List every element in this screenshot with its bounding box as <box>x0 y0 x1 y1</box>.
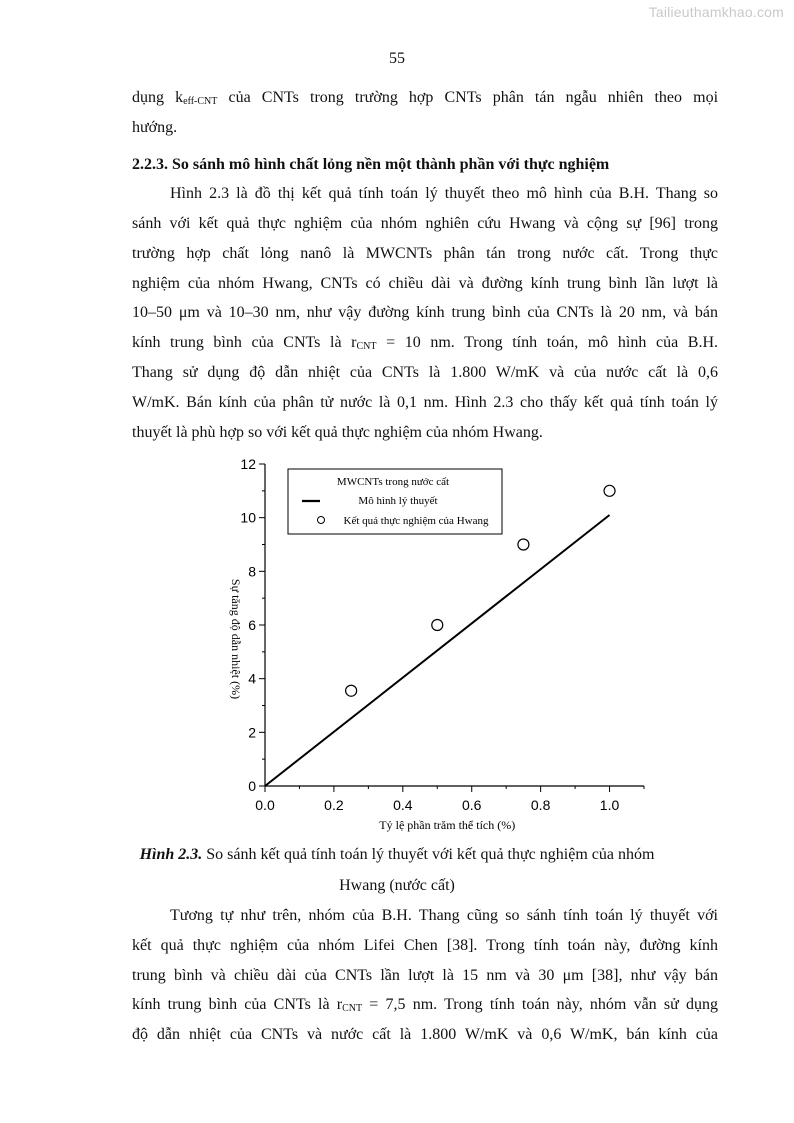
watermark: Tailieuthamkhao.com <box>648 4 784 20</box>
x-tick-label: 0.0 <box>255 797 275 813</box>
intro-line-2: hướng. <box>132 119 178 136</box>
experiment-point <box>604 485 615 496</box>
experiment-point <box>346 685 357 696</box>
paragraph-2-line-3: trung bình và chiều dài của CNTs lần lượt là 15 nm và 30 μm [38], như vậy bán <box>132 967 718 984</box>
experiment-point <box>518 539 529 550</box>
page-number: 55 <box>389 50 405 67</box>
x-tick-label: 0.2 <box>324 797 344 813</box>
paragraph-2-line-5: độ dẫn nhiệt của CNTs và nước cất là 1.800 W/mK và 0,6 W/mK, bán kính của <box>132 1026 718 1043</box>
legend-title: MWCNTs trong nước cất <box>336 476 450 488</box>
legend-entry-model: Mô hình lý thuyết <box>358 495 438 507</box>
y-tick-label: 4 <box>248 670 256 687</box>
paragraph-1-line-9: thuyết là phù hợp so với kết quả thực nghiệm của nhóm Hwang. <box>132 424 543 441</box>
y-axis-label: Sự tăng độ dẫn nhiệt (%) <box>229 578 243 700</box>
y-tick-label: 8 <box>248 563 256 580</box>
figure-caption-line-1: Hình 2.3. So sánh kết quả tính toán lý thuyết với kết quả thực nghiệm của nhóm <box>139 846 655 863</box>
y-tick-label: 12 <box>240 456 256 472</box>
paragraph-1-line-1: Hình 2.3 là đồ thị kết quả tính toán lý thuyết theo mô hình của B.H. Thang so <box>170 185 718 202</box>
experiment-point <box>432 620 443 631</box>
x-tick-label: 0.8 <box>530 797 551 813</box>
figure-caption-line-2: Hwang (nước cất) <box>339 877 455 894</box>
y-tick-label: 0 <box>248 778 256 794</box>
paragraph-2-line-1: Tương tự như trên, nhóm của B.H. Thang cũng so sánh tính toán lý thuyết với <box>170 907 718 924</box>
legend <box>288 469 502 534</box>
y-tick-label: 6 <box>248 617 256 633</box>
intro-line-1: dụng $k_{eff-CNT}$ của CNTs trong trường hợp CNTs phân tán ngẫu nhiên theo mọi <box>132 89 719 107</box>
paragraph-2-line-2: kết quả thực nghiệm của nhóm Lifei Chen [38]. Trong tính toán này, đường kính <box>132 937 718 954</box>
paragraph-1-line-5: 10–50 μm và 10–30 nm, như vậy đường kính trung bình của CNTs là 20 nm, và bán <box>132 304 718 321</box>
paragraph-1-line-4: nghiệm của nhóm Hwang, CNTs có chiều dài và đường kính trung bình lần lượt là <box>132 275 718 292</box>
paragraph-1-line-2: sánh với kết quả thực nghiệm của nhóm nghiên cứu Hwang và cộng sự [96] trong <box>132 215 718 232</box>
legend-entry-experiment: Kết quả thực nghiệm của Hwang <box>343 515 489 527</box>
paragraph-1-line-3: trường hợp chất lỏng nanô là MWCNTs phân tán trong nước cất. Trong thực <box>132 245 718 262</box>
y-tick-label: 10 <box>240 509 256 526</box>
paragraph-2-line-4: kính trung bình của CNTs là $r_{CNT} = 7,5$ nm. Trong tính toán này, nhóm vẫn sử dụng <box>132 996 718 1014</box>
y-tick-label: 2 <box>248 724 256 741</box>
section-heading: 2.2.3. So sánh mô hình chất lỏng nền một thành phần với thực nghiệm <box>132 156 610 173</box>
x-tick-label: 0.4 <box>393 797 413 813</box>
paragraph-1-line-8: W/mK. Bán kính của phân tử nước là 0,1 nm. Hình 2.3 cho thấy kết quả tính toán lý <box>132 394 718 411</box>
paragraph-1-line-7: Thang sử dụng độ dẫn nhiệt của CNTs là 1.800 W/mK và của nước cất là 0,6 <box>132 364 718 381</box>
x-tick-label: 1.0 <box>599 797 620 813</box>
x-tick-label: 0.6 <box>461 797 482 813</box>
model-line <box>265 515 610 786</box>
x-axis-label: Tỷ lệ phần trăm thể tích (%) <box>379 818 516 832</box>
paragraph-1-line-6: kính trung bình của CNTs là $r_{CNT} = 10$ nm. Trong tính toán, mô hình của B.H. <box>132 334 718 352</box>
legend-point-symbol <box>318 517 325 524</box>
